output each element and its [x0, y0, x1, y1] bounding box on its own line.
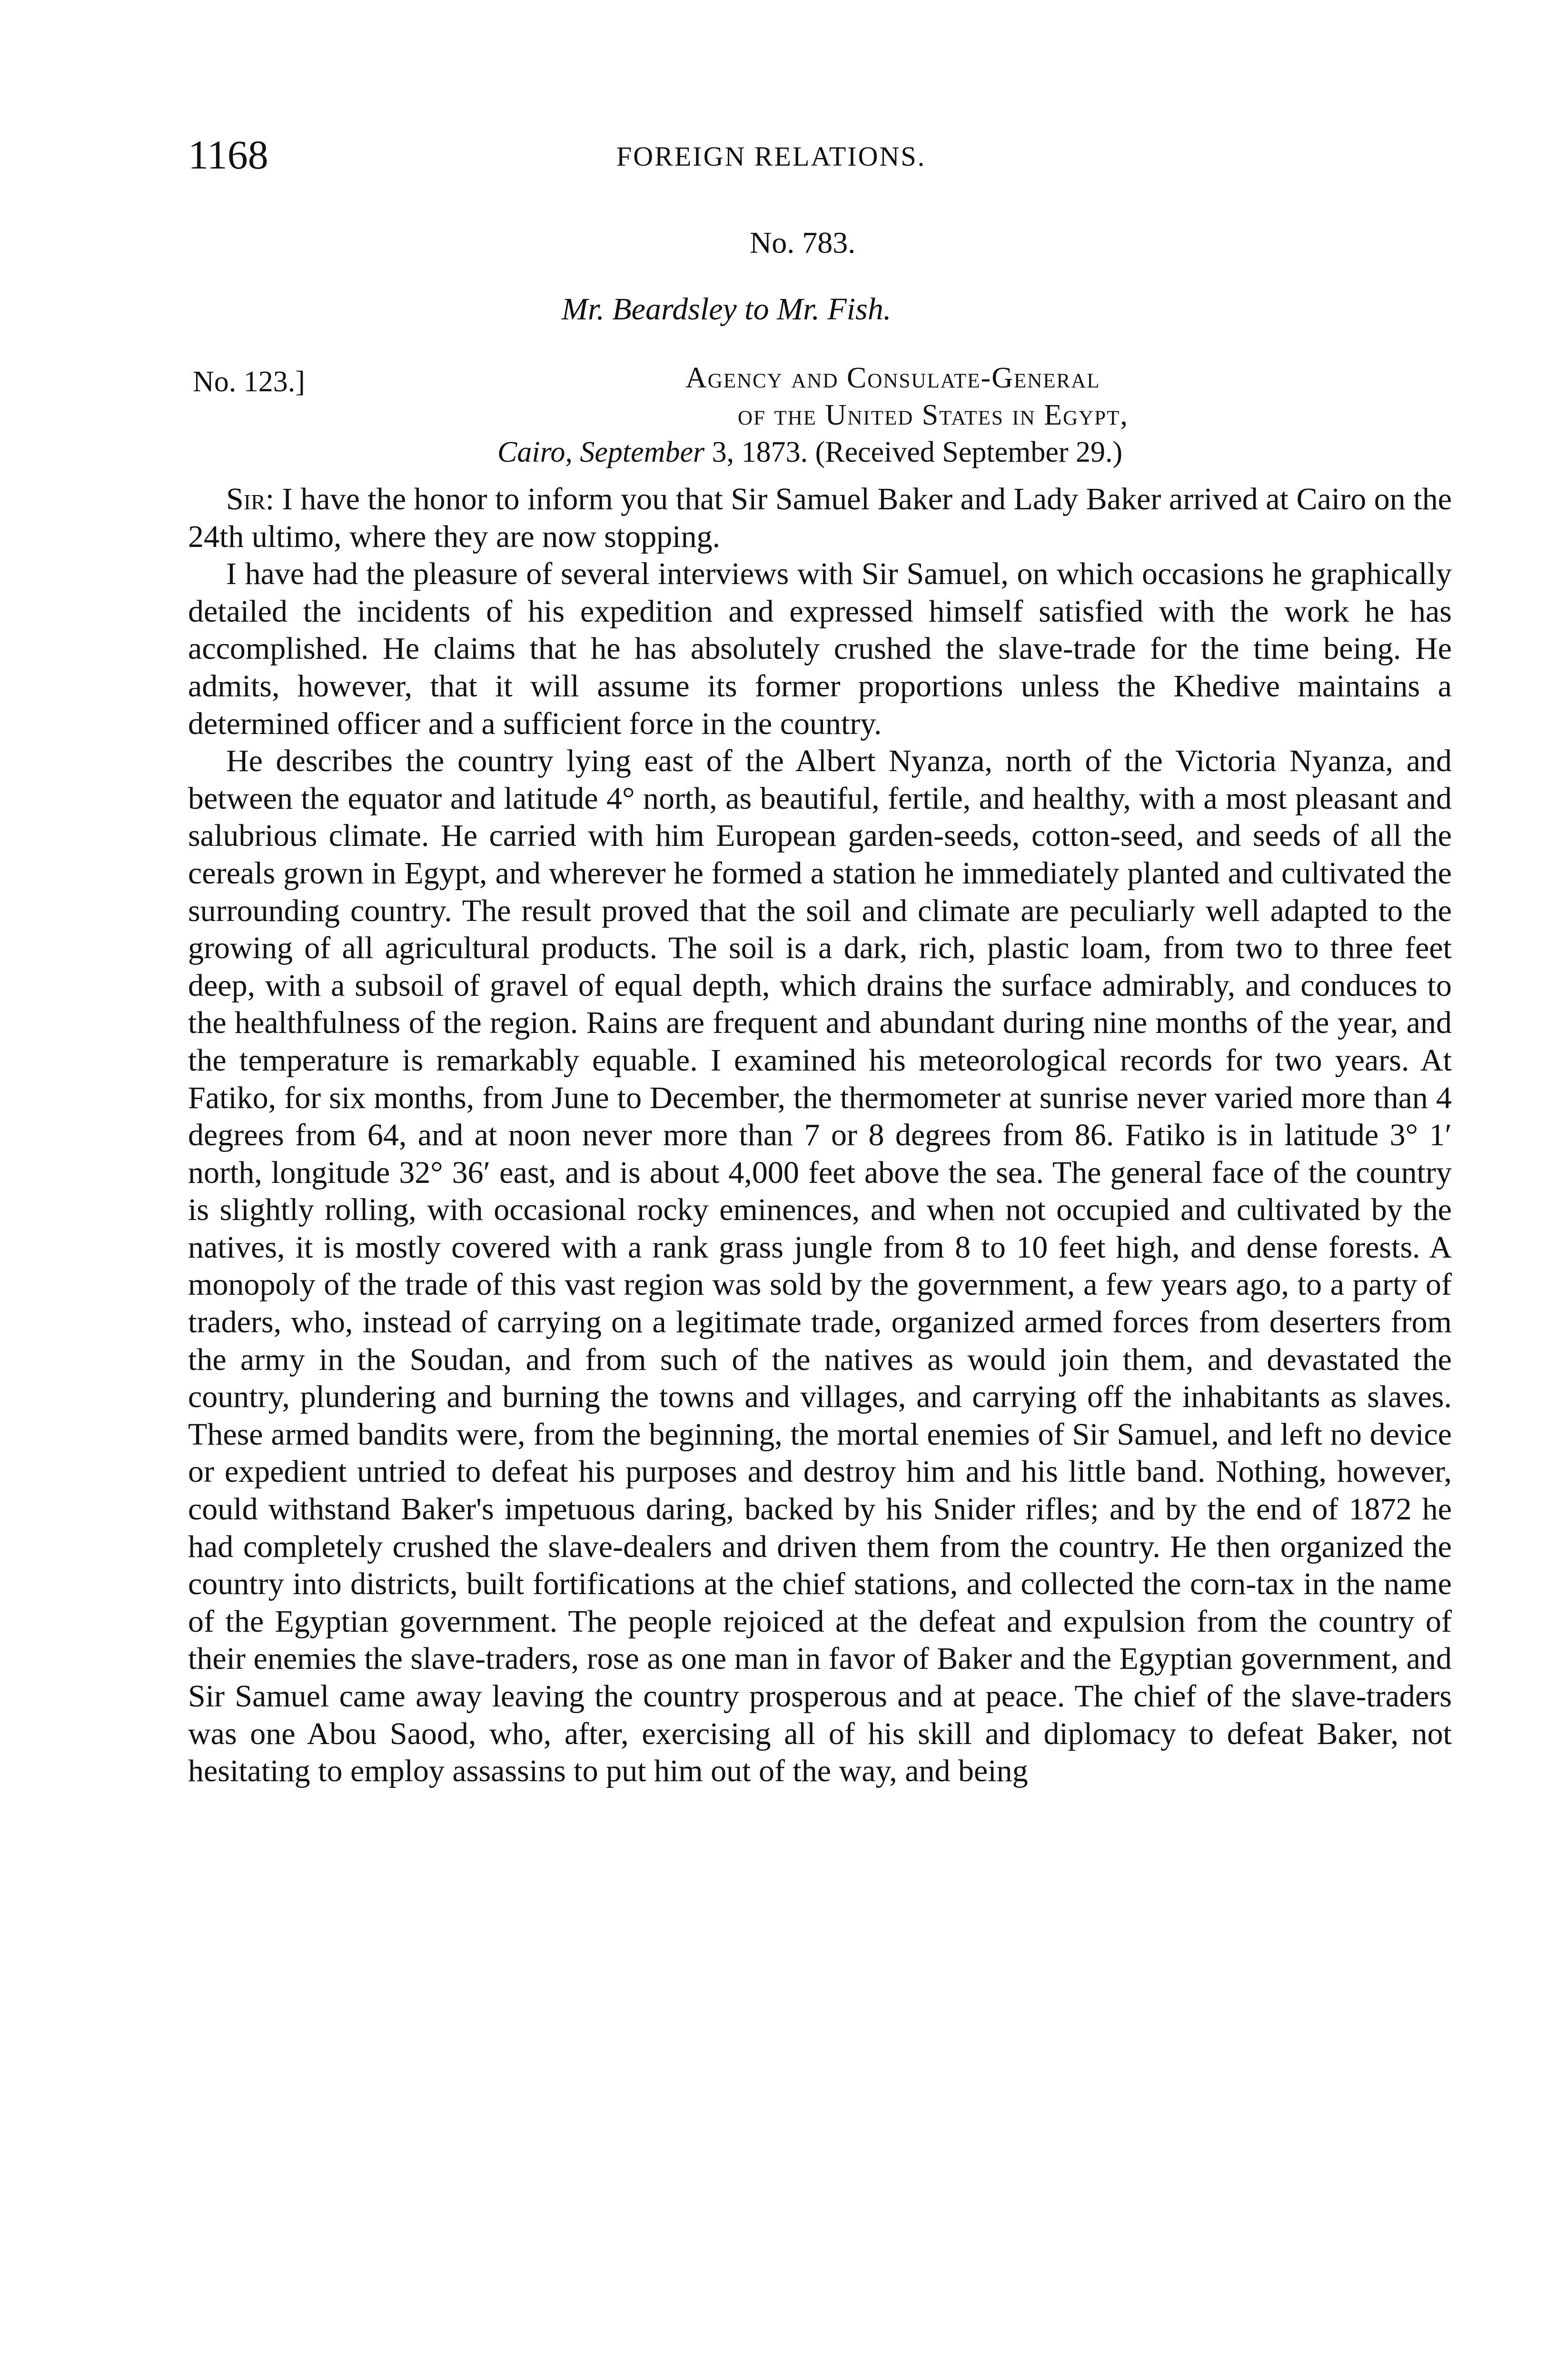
received-note: (Received September 29.): [815, 436, 1123, 468]
document-number: No. 783.: [750, 226, 856, 259]
paragraph: [188, 481, 1452, 555]
sender-office-location: of the United States in Egypt,: [738, 399, 1129, 431]
document-title: Mr. Beardsley to Mr. Fish.: [562, 292, 892, 327]
sender-block: [497, 359, 1449, 471]
dateline-place: Cairo, September: [497, 436, 705, 468]
page-number: 1168: [188, 132, 268, 178]
running-head: [188, 129, 1452, 181]
paragraph: He describes the country lying east of the Albert Nyanza, north of the Victoria Nyanza, and between the equator and latitude 4° north, as beautiful, fertile, and healthy, with a most pleasant and salubrious climate. He carried with him European garden-seeds, cotton-seed, and seeds of all the cereals grown in Egypt, and wherever he formed a station he immediately planted and cultivated the surrounding country. The result proved that the soil and climate are peculiarly well adapted to the growing of all agricultural products. The soil is a dark, rich, plastic loam, from two to three feet deep, with a subsoil of gravel of equal depth, which drains the surface admirably, and conduces to the healthfulness of the region. Rains are frequent and abundant during nine months of the year, and the temperature is remarkably equable. I examined his meteorological records for two years. At Fatiko, for six months, from June to December, the thermometer at sunrise never varied more than 4 degrees from 64, and at noon never more than 7 or 8 degrees from 86. Fatiko is in latitude 3° 1′ north, longitude 32° 36′ east, and is about 4,000 feet above the sea. The general face of the country is slightly rolling, with occasional rocky eminences, and when not occupied and cultivated by the natives, it is mostly covered with a rank grass jungle from 8 to 10 feet high, and dense forests. A monopoly of the trade of this vast region was sold by the government, a few years ago, to a party of traders, who, instead of carrying on a legitimate trade, organized armed forces from deserters from the army in the Soudan, and from such of the natives as would join them, and devastated the country, plundering and burning the towns and villages, and carrying off the inhabitants as slaves. These armed bandits were, from the beginning, the mortal enemies of Sir Samuel, and left no device or expedient untried to defeat his purposes and destroy him and his little band. Nothing, however, could withstand Baker's impetuous daring, backed by his Snider rifles; and by the end of 1872 he had completely crushed the slave-dealers and driven them from the country. He then organized the country into districts, built fortifications at the chief stations, and collected the corn-tax in the name of the Egyptian government. The people rejoiced at the defeat and expulsion from the country of their enemies the slave-traders, rose as one man in favor of Baker and the Egyptian government, and Sir Samuel came away leaving the country prosperous and at peace. The chief of the slave-traders was one Abou Saood, who, after, exercising all of his skill and diplomacy to defeat Baker, not hesitating to employ assassins to put him out of the way, and being: [188, 744, 1452, 1789]
dateline-date: 3, 1873.: [704, 436, 808, 468]
paragraph-text: : I have the honor to inform you that Sir Samuel Baker and Lady Baker arrived at Cairo on the 24th ultimo, where they are now stopping.: [188, 482, 1452, 554]
letter-body: [188, 481, 1452, 1790]
paragraph: I have had the pleasure of several interviews with Sir Samuel, on which occasions he graphically detailed the incidents of his expedition and expressed himself satisfied with the work he has accomplished. He claims that he has absolutely crushed the slave-trade for the time being. He admits, however, that it will assume its former proportions unless the Khedive maintains a determined officer and a sufficient force in the country.: [188, 556, 1452, 741]
salutation: Sir: [226, 482, 266, 516]
running-title: FOREIGN RELATIONS.: [616, 141, 926, 172]
dateline: [497, 434, 1449, 471]
dispatch-number: No. 123.]: [193, 366, 305, 398]
sender-office: Agency and Consulate-General: [685, 362, 1100, 394]
